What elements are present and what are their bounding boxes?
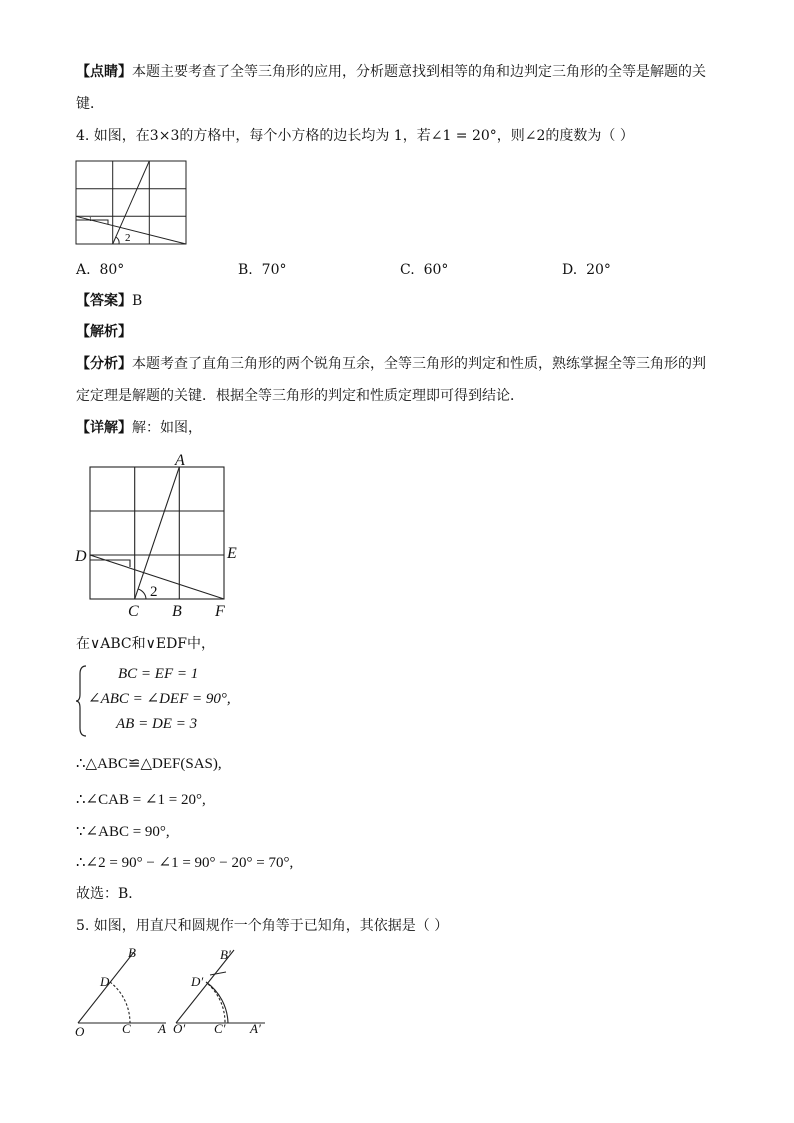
dianjing-text-1: 本题主要考查了全等三角形的应用，分析题意找到相等的角和边判定三角形的全等是解题的关 — [132, 64, 706, 80]
system-line-3: AB = DE = 3 — [116, 716, 198, 732]
question-4-figure — [74, 158, 190, 248]
fig3-label-c-prime: C′ — [214, 1021, 226, 1036]
fig3-label-a: A — [158, 1021, 166, 1036]
question-4: 4. 如图，在3×3的方格中，每个小方格的边长均为 1，若∠1 = 20°，则∠2的度数为（ ） — [76, 128, 634, 144]
xiangjie-line — [76, 418, 202, 438]
fig3-label-d: D — [100, 974, 110, 989]
step-4: ∴∠2 = 90° − ∠1 = 90° − 20° = 70°, — [76, 855, 294, 871]
choose-line: 故选：B． — [76, 886, 143, 902]
fenxi-text-1: 本题考查了直角三角形的两个锐角互余，全等三角形的判定和性质，熟练掌握全等三角形的判 — [132, 356, 706, 372]
system-line-2: ∠ABC = ∠DEF = 90°, — [88, 691, 231, 707]
fig1-label-1: 1 — [89, 217, 92, 223]
fig2-label-b: B — [172, 603, 182, 620]
fenxi-line-1 — [76, 354, 706, 374]
xiangjie-label: 【详解】 — [76, 420, 132, 436]
fig3-label-c: C — [122, 1021, 131, 1036]
fig2-label-e: E — [227, 545, 237, 562]
question-5: 5. 如图，用直尺和圆规作一个角等于已知角，其依据是（ ） — [76, 918, 449, 934]
fenxi-label: 【分析】 — [76, 356, 132, 372]
fig3-label-o-prime: O′ — [173, 1021, 186, 1036]
fig3-label-d-prime: D′ — [191, 974, 204, 989]
fig3-label-o: O — [75, 1024, 85, 1039]
option-b[interactable]: B. 70° — [238, 262, 287, 278]
answer-value: B — [132, 293, 143, 309]
option-d[interactable]: D. 20° — [562, 262, 611, 278]
xiangjie-text: 解：如图， — [132, 420, 202, 436]
fig2-label-2: 2 — [150, 584, 158, 600]
answer-label: 【答案】 — [76, 293, 132, 309]
option-c[interactable]: C. 60° — [400, 262, 449, 278]
in-triangles-line: 在∨ABC和∨EDF中， — [76, 636, 216, 652]
fig3-label-b-prime: B′ — [220, 947, 231, 962]
step-3: ∵∠ABC = 90°, — [76, 824, 170, 840]
fig2-label-d: D — [75, 548, 87, 565]
solution-figure — [70, 450, 250, 622]
fig3-label-a-prime: A′ — [250, 1021, 261, 1036]
fig1-label-2: 2 — [125, 232, 131, 244]
fig3-label-b: B — [128, 945, 136, 960]
step-2: ∴∠CAB = ∠1 = 20°, — [76, 792, 206, 808]
dianjing-line-1 — [76, 62, 706, 82]
question-5-figure — [70, 944, 280, 1040]
option-a[interactable]: A. 80° — [76, 262, 125, 278]
fenxi-text-2: 定定理是解题的关键．根据全等三角形的判定和性质定理即可得到结论． — [76, 388, 524, 404]
answer-line — [76, 291, 142, 311]
jiexi-label: 【解析】 — [76, 324, 132, 340]
fig2-label-c: C — [128, 603, 139, 620]
fig2-label-f: F — [215, 603, 225, 620]
dianjing-text-2: 键． — [76, 96, 104, 112]
dianjing-label: 【点睛】 — [76, 64, 132, 80]
step-1: ∴△ABC≌△DEF(SAS), — [76, 756, 222, 772]
fig2-label-a: A — [175, 452, 185, 469]
system-line-1: BC = EF = 1 — [118, 666, 199, 682]
